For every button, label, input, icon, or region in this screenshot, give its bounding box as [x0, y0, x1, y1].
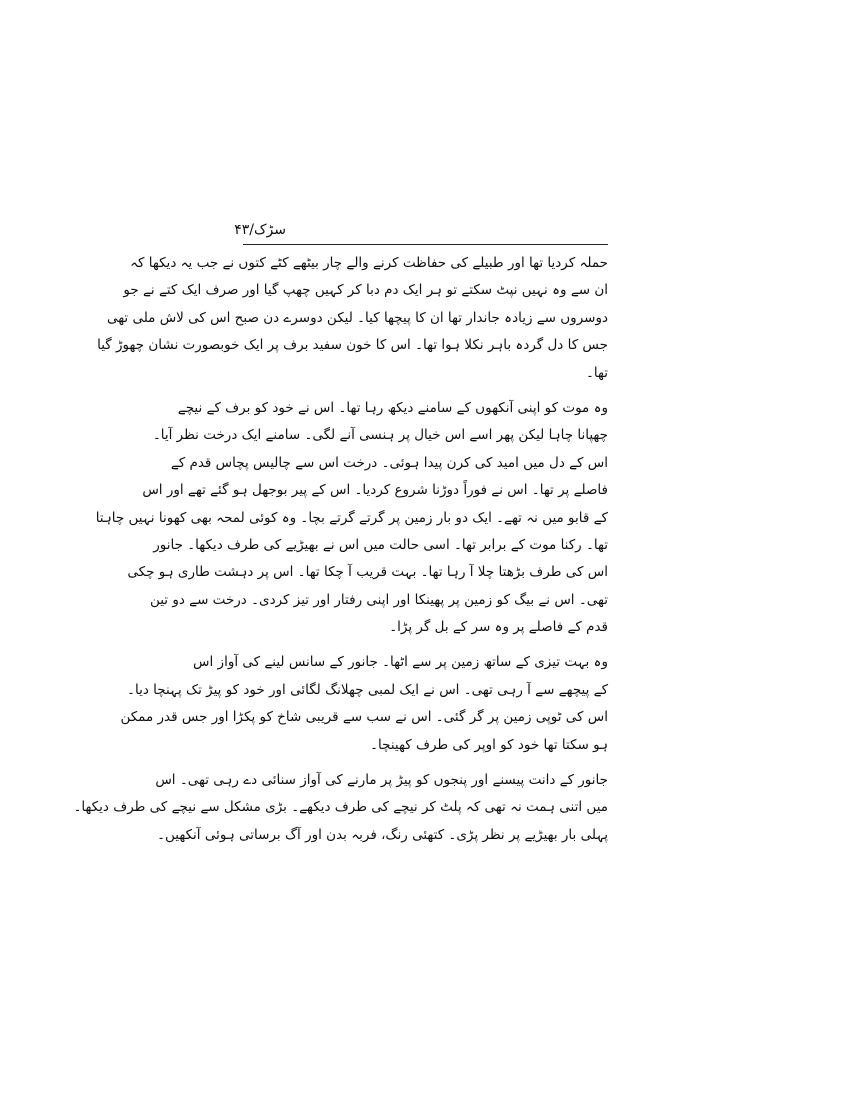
text-line: چھپانا چاہا لیکن پھر اسے اس خیال پر ہنسی آنے لگی۔ سامنے ایک درخت نظر آیا۔ — [152, 427, 608, 444]
paragraph-1 — [97, 250, 608, 387]
text-line: اس کی ٹوپی زمین پر گر گئی۔ اس نے سب سے قریبی شاخ کو پکڑا اور جس قدر ممکن — [120, 709, 608, 726]
text-line: تھا۔ رکنا موت کے برابر تھا۔ اسی حالت میں اس نے بھیڑیے کی طرف دیکھا۔ جانور — [153, 536, 608, 553]
text-line: ہو سکتا تھا خود کو اوپر کی طرف کھینچا۔ — [370, 736, 608, 753]
body-text — [73, 250, 608, 857]
text-line: جانور کے دانت پیسنے اور پنجوں کو پیڑ پر مارنے کی آواز سنائی دے رہی تھی۔ اس — [155, 772, 608, 789]
text-line: اس کے دل میں امید کی کرن پیدا ہوئی۔ درخت اس سے چالیس پچاس قدم کے — [170, 454, 608, 471]
text-line: پہلی بار بھیڑیے پر نظر پڑی۔ کتھئی رنگ، فربہ بدن اور آگ برساتی ہوئی آنکھیں۔ — [157, 826, 608, 843]
text-line: ان سے وہ نہیں نپٹ سکتے تو ہر ایک دم دبا کر کہیں چھپ گیا اور صرف ایک کتے نے جو — [123, 282, 608, 299]
text-line: تھی۔ اس نے بیگ کو زمین پر پھینکا اور اپنی رفتار اور تیز کردی۔ درخت سے دو تین — [149, 591, 608, 608]
text-line: اس کی طرف بڑھتا چلا آ رہا تھا۔ بہت قریب آ چکا تھا۔ اس پر دہشت طاری ہو چکی — [127, 564, 608, 581]
text-line: دوسروں سے زیادہ جاندار تھا ان کا پیچھا کیا۔ لیکن دوسرے دن صبح اس کی لاش ملی تھی — [106, 309, 608, 326]
text-line: وہ بہت تیزی کے ساتھ زمین پر سے اٹھا۔ جانور کے سانس لینے کی آواز اس — [193, 654, 608, 671]
text-line: حملہ کردیا تھا اور طبیلے کی حفاظت کرنے والے چار بیٹھے کٹے کتوں نے جب یہ دیکھا کہ — [130, 255, 608, 271]
page-header — [234, 219, 608, 245]
text-line: تھا۔ — [585, 364, 608, 381]
paragraph-3 — [120, 649, 608, 759]
text-line: کے پیچھے سے آ رہی تھی۔ اس نے ایک لمبی چھلانگ لگائی اور خود کو پیڑ تک پہنچا دیا۔ — [127, 681, 608, 698]
header-divider — [243, 244, 608, 245]
text-line: فاصلے پر تھا۔ اس نے فوراً دوڑنا شروع کردیا۔ اس کے پیر بوجھل ہو گئے تھے اور اس — [142, 482, 608, 499]
text-line: کے قابو میں نہ تھے۔ ایک دو بار زمین پر گرتے گرتے بچا۔ وہ کوئی لمحہ بھی کھونا نہیں چاہتا — [95, 509, 608, 526]
text-line: جس کا دل گردہ باہر نکلا ہوا تھا۔ اس کا خون سفید برف پر ایک خوبصورت نشان چھوڑ گیا — [97, 337, 608, 354]
text-line: قدم کے فاصلے پر وہ سر کے بل گر پڑا۔ — [389, 619, 608, 636]
paragraph-4 — [73, 767, 608, 849]
running-header-page-number: سڑک/۴۳ — [234, 222, 286, 238]
text-line: وہ موت کو اپنی آنکھوں کے سامنے دیکھ رہا تھا۔ اس نے خود کو برف کے نیچے — [177, 399, 608, 416]
paragraph-2 — [95, 395, 608, 642]
text-line: میں اتنی ہمت نہ تھی کہ پلٹ کر نیچے کی طرف دیکھے۔ بڑی مشکل سے نیچے کی طرف دیکھا۔ — [73, 799, 608, 816]
